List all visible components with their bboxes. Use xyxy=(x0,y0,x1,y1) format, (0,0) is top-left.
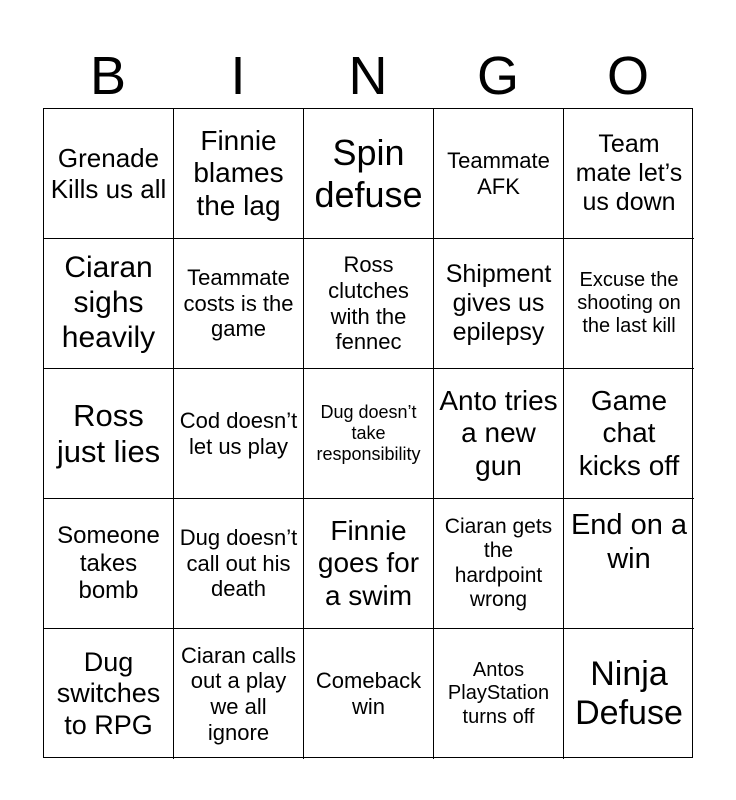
bingo-cell[interactable] xyxy=(564,109,694,239)
cell-text: Finnie goes for a swim xyxy=(317,514,420,611)
cell-text: Ross just lies xyxy=(56,397,161,469)
cell-text: Anto tries a new gun xyxy=(439,384,558,481)
header-letter-n: N xyxy=(348,46,388,106)
cell-text: Finnie blames the lag xyxy=(193,124,284,221)
bingo-cell[interactable] xyxy=(564,369,694,499)
bingo-cell[interactable] xyxy=(174,109,304,239)
cell-text: Comeback win xyxy=(315,668,422,719)
bingo-header xyxy=(43,44,693,108)
bingo-cell[interactable] xyxy=(44,499,174,629)
cell-text: Excuse the shooting on the last kill xyxy=(577,268,681,338)
bingo-cell[interactable] xyxy=(44,369,174,499)
bingo-cell[interactable] xyxy=(434,239,564,369)
cell-text: Ciaran calls out a play we all ignore xyxy=(181,642,296,745)
cell-text: Dug doesn’t call out his death xyxy=(179,525,298,602)
bingo-cell[interactable] xyxy=(174,369,304,499)
bingo-cell[interactable] xyxy=(304,239,434,369)
cell-text: Ciaran gets the hardpoint wrong xyxy=(444,514,553,611)
cell-text: Someone takes bomb xyxy=(57,521,160,605)
header-letter-b: B xyxy=(89,46,127,106)
bingo-cell[interactable] xyxy=(434,369,564,499)
cell-text: Ciaran sighs heavily xyxy=(61,251,156,354)
bingo-cell[interactable] xyxy=(564,239,694,369)
bingo-cell[interactable] xyxy=(174,629,304,759)
header-letter-g: G xyxy=(476,46,519,106)
bingo-cell[interactable] xyxy=(434,629,564,759)
bingo-cell[interactable] xyxy=(304,629,434,759)
header-letter-o: O xyxy=(606,46,649,106)
cell-text: Cod doesn’t let us play xyxy=(179,407,298,459)
cell-text: Teammate costs is the game xyxy=(183,265,294,342)
bingo-cell[interactable] xyxy=(434,499,564,629)
cell-text: Team mate let’s us down xyxy=(575,130,683,216)
cell-text: Grenade Kills us all xyxy=(50,143,167,204)
bingo-cell[interactable] xyxy=(44,109,174,239)
cell-text: Teammate AFK xyxy=(447,147,550,199)
bingo-cell[interactable] xyxy=(174,239,304,369)
cell-text: Ross clutches with the fennec xyxy=(328,252,409,355)
bingo-cell[interactable] xyxy=(44,239,174,369)
bingo-cell[interactable] xyxy=(564,499,694,629)
bingo-cell[interactable] xyxy=(44,629,174,759)
cell-text: Dug switches to RPG xyxy=(56,647,161,740)
bingo-cell[interactable] xyxy=(564,629,694,759)
bingo-cell[interactable] xyxy=(304,369,434,499)
bingo-board xyxy=(43,108,693,758)
cell-text: End on a win xyxy=(570,509,688,575)
cell-text: Game chat kicks off xyxy=(578,384,680,481)
header-letter-i: I xyxy=(230,46,246,106)
bingo-cell[interactable] xyxy=(174,499,304,629)
cell-text: Ninja Defuse xyxy=(575,654,683,732)
bingo-cell[interactable] xyxy=(304,499,434,629)
bingo-cell[interactable] xyxy=(304,109,434,239)
cell-text: Antos PlayStation turns off xyxy=(447,659,550,728)
cell-text: Dug doesn’t take responsibility xyxy=(316,402,421,464)
bingo-cell[interactable] xyxy=(434,109,564,239)
cell-text: Spin defuse xyxy=(314,131,423,215)
cell-text: Shipment gives us epilepsy xyxy=(445,260,552,346)
